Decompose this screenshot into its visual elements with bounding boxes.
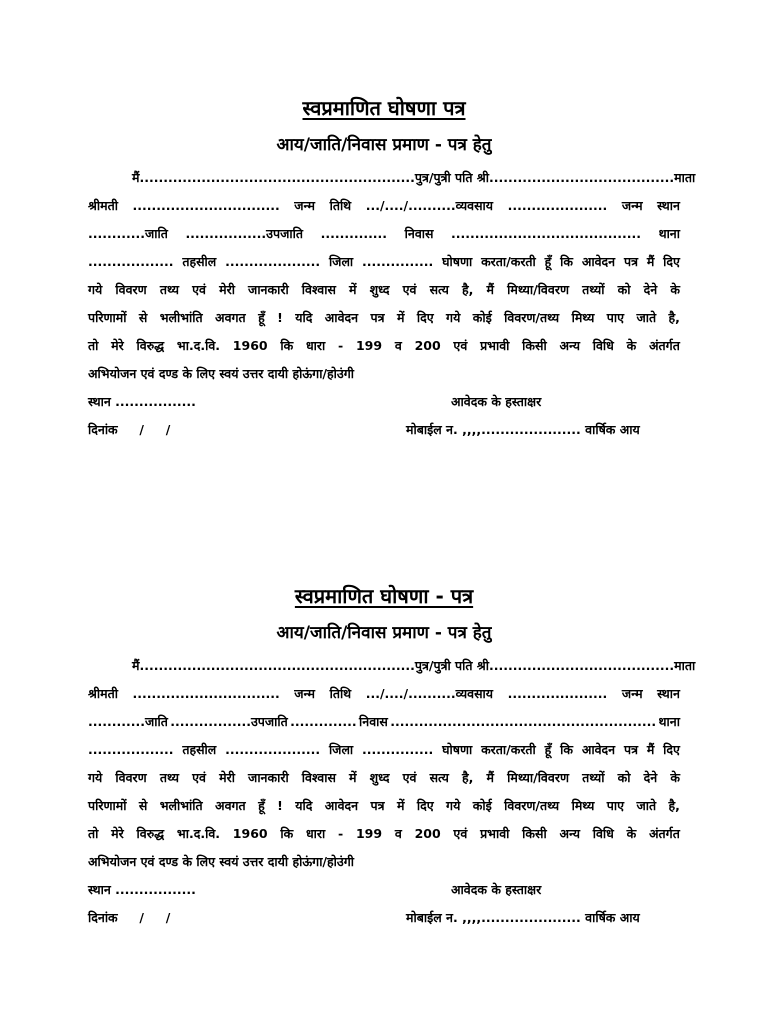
line-word: तथ्यों [582, 282, 605, 297]
line-word: अंतर्गत [648, 338, 680, 353]
line-word: कि [280, 826, 294, 841]
line-word: को [617, 282, 631, 297]
line-word: जाते [636, 310, 657, 325]
line-word: घोषणा [442, 742, 473, 757]
line-word: तिथि [329, 686, 352, 701]
line-word: कि [560, 254, 573, 269]
line-word: श्रीमती [88, 686, 118, 701]
date-label: दिनांक / / [88, 422, 171, 437]
line-word: हूँ [258, 310, 265, 325]
line-word: मिथ्य [571, 798, 595, 813]
line-word: अन्य [559, 826, 580, 841]
line-word: जाते [636, 798, 657, 813]
line-word: मैं [486, 770, 494, 785]
line-word: जानकारी [248, 770, 289, 785]
line-word: को [617, 770, 631, 785]
line-word: 200 [414, 826, 441, 841]
line-word: शुध्द [369, 282, 390, 297]
line-word: से [138, 798, 148, 813]
line-word: मिथ्या/विवरण [507, 770, 569, 785]
place-label: स्थान ................. [88, 882, 196, 897]
place-signature-row [88, 876, 680, 904]
line-word: हूँ [544, 254, 552, 269]
date-label: दिनांक / / [88, 910, 171, 925]
line-word: विश्वास [301, 282, 336, 297]
line-word: एवं [192, 282, 206, 297]
line-word: .............. [320, 226, 388, 241]
line-word: माता [674, 658, 696, 673]
line-word: कि [280, 338, 294, 353]
line-word: अंतर्गत [648, 826, 680, 841]
line-word: धारा [305, 338, 326, 353]
line-word: थाना [658, 226, 680, 241]
line-word: ............... [362, 742, 434, 757]
line-word: हूँ [544, 742, 552, 757]
line-word: दिए [663, 742, 680, 757]
signature-label: आवेदक के हस्ताक्षर [451, 394, 542, 409]
line-word: विश्वास [301, 770, 336, 785]
line-word: ....................................... [488, 658, 675, 673]
line-word: आवेदन [581, 254, 616, 269]
line-word: एवं [192, 770, 206, 785]
place-signature-row [88, 388, 680, 416]
signature-label: आवेदक के हस्ताक्षर [451, 882, 542, 897]
line-word: मिथ्या/विवरण [507, 282, 569, 297]
line-word: आवेदन [581, 742, 616, 757]
line-word: माता [674, 170, 696, 185]
line-word: .......................................................... [139, 170, 415, 185]
line-word: पत्र [623, 254, 638, 269]
line-word: .................... [225, 254, 321, 269]
line-word: दिए [416, 310, 434, 325]
line-word: ! [277, 798, 283, 813]
form-subtitle: आय/जाति/निवास प्रमाण - पत्र हेतु [276, 135, 492, 155]
line-word: ............... [362, 254, 434, 269]
line-word: निवास [359, 714, 388, 729]
line-word: मैं [132, 658, 140, 673]
line-word: 200 [414, 338, 441, 353]
line-word: तो [88, 338, 99, 353]
body-line-5 [88, 764, 680, 792]
body-line-7 [88, 332, 680, 360]
line-word: .../..../..........व्यवसाय [365, 686, 494, 701]
body-line-6 [88, 304, 680, 332]
line-word: आवेदन [324, 310, 359, 325]
line-word: विवरण [115, 770, 147, 785]
line-word: पाए [606, 310, 625, 325]
line-word: पत्र [370, 798, 385, 813]
line-word: तहसील [182, 254, 217, 269]
line-word: देने [643, 282, 658, 297]
body-line-4 [88, 248, 680, 276]
line-word: देने [643, 770, 658, 785]
line-word: गये [446, 310, 461, 325]
mobile-income-label: मोबाईल न. ,,,,..................... वार्षिक आय [406, 910, 640, 925]
line-word: सत्य [429, 282, 449, 297]
line-word: .......................................................... [139, 658, 415, 673]
line-word: .../..../..........व्यवसाय [365, 198, 494, 213]
line-word: जिला [328, 742, 354, 757]
line-word: है, [668, 798, 680, 813]
body-line-3 [88, 708, 680, 736]
body-line-1 [88, 652, 696, 680]
line-word: पत्र [370, 310, 385, 325]
line-word: निवास [404, 226, 434, 241]
declaration-form-2 [88, 580, 696, 932]
line-word: स्थान [657, 198, 680, 213]
body-line-5 [88, 276, 680, 304]
line-word: जन्म [621, 198, 643, 213]
line-word: मेरी [219, 770, 235, 785]
line-word: विधि [592, 826, 614, 841]
body-line-3 [88, 220, 680, 248]
line-word: विवरण/तथ्य [504, 798, 560, 813]
form-subtitle: आय/जाति/निवास प्रमाण - पत्र हेतु [276, 623, 492, 643]
line-word: कि [560, 742, 573, 757]
date-mobile-row [88, 904, 680, 932]
line-word: अवगत [215, 310, 246, 325]
line-word: तथ्य [159, 282, 180, 297]
line-word: विरुद्ध [136, 826, 165, 841]
line-word: 1960 [232, 338, 268, 353]
line-word: पुत्र/पुत्री पति श्री [414, 658, 489, 673]
line-word: एवं [453, 826, 468, 841]
line-word: व [394, 338, 402, 353]
line-word: पुत्र/पुत्री पति श्री [414, 170, 489, 185]
line-word: तिथि [329, 198, 352, 213]
date-mobile-row [88, 416, 680, 444]
line-word: 199 [355, 826, 383, 841]
body-line-8: अभियोजन एवं दण्ड के लिए स्वयं उत्तर दायी होऊंगा/होउंगी [88, 854, 354, 869]
line-word: ............................... [132, 198, 280, 213]
mobile-income-label: मोबाईल न. ,,,,..................... वार्षिक आय [406, 422, 640, 437]
line-word: अवगत [215, 798, 246, 813]
line-word: घोषणा [442, 254, 473, 269]
line-word: तहसील [182, 742, 217, 757]
line-word: जन्म [294, 686, 316, 701]
line-word: ! [277, 310, 283, 325]
line-word: मैं [646, 742, 655, 757]
line-word: .................. [88, 742, 174, 757]
line-word: पत्र [623, 742, 638, 757]
line-word: जन्म [294, 198, 316, 213]
line-word: के [670, 770, 680, 785]
line-word: से [138, 310, 148, 325]
line-word: एवं [402, 282, 417, 297]
line-word: परिणामों [88, 310, 127, 325]
line-word: भा.द.वि. [176, 338, 221, 353]
line-word: 199 [355, 338, 383, 353]
line-word: मैं [486, 282, 494, 297]
line-word: शुध्द [369, 770, 390, 785]
line-word: .................उपजाति [185, 226, 303, 241]
line-word: प्रभावी [480, 338, 510, 353]
body-line-8: अभियोजन एवं दण्ड के लिए स्वयं उत्तर दायी होऊंगा/होउंगी [88, 366, 354, 381]
line-word: विरुद्ध [136, 338, 165, 353]
line-word: ........................................ [451, 226, 641, 241]
line-word: ..................... [507, 198, 608, 213]
line-word: - [338, 338, 344, 353]
line-word: मेरे [111, 338, 124, 353]
line-word: सत्य [429, 770, 449, 785]
line-word: गये [88, 770, 103, 785]
line-word: करता/करती [481, 254, 536, 269]
line-word: भलीभांति [159, 310, 203, 325]
line-word: - [338, 826, 344, 841]
line-word: है, [462, 770, 474, 785]
line-word: मेरे [111, 826, 124, 841]
body-line-4 [88, 736, 680, 764]
body-line-2 [88, 192, 680, 220]
line-word: जन्म [621, 686, 643, 701]
declaration-form-1 [88, 92, 696, 444]
line-word: विधि [592, 338, 614, 353]
line-word: भा.द.वि. [176, 826, 221, 841]
line-word: है, [668, 310, 680, 325]
line-word: व [394, 826, 402, 841]
line-word: ........................................................ [390, 714, 657, 729]
line-word: मैं [132, 170, 140, 185]
line-word: यदि [295, 798, 313, 813]
form-title: स्वप्रमाणित घोषणा - पत्र [294, 584, 474, 608]
line-word: के [626, 826, 637, 841]
line-word: हूँ [258, 798, 265, 813]
line-word: के [670, 282, 680, 297]
line-word: में [349, 282, 357, 297]
line-word: श्रीमती [88, 198, 118, 213]
line-word: पाए [606, 798, 625, 813]
line-word: प्रभावी [480, 826, 510, 841]
line-word: एवं [453, 338, 468, 353]
body-line-2 [88, 680, 680, 708]
line-word: कोई [472, 310, 492, 325]
body-line-7 [88, 820, 680, 848]
line-word: किसी [522, 826, 547, 841]
line-word: ............जाति [88, 714, 168, 729]
line-word: एवं [402, 770, 417, 785]
line-word: में [396, 310, 405, 325]
line-word: तथ्य [159, 770, 180, 785]
line-word: ............................... [132, 686, 280, 701]
line-word: आवेदन [324, 798, 359, 813]
line-word: .................... [225, 742, 321, 757]
line-word: धारा [305, 826, 326, 841]
line-word: ............जाति [88, 226, 168, 241]
line-word: 1960 [232, 826, 268, 841]
line-word: मेरी [219, 282, 235, 297]
line-word: मैं [646, 254, 655, 269]
line-word: ....................................... [488, 170, 675, 185]
body-line-6 [88, 792, 680, 820]
line-word: दिए [416, 798, 434, 813]
line-word: अन्य [559, 338, 580, 353]
line-word: दिए [663, 254, 680, 269]
line-word: करता/करती [481, 742, 536, 757]
line-word: जिला [328, 254, 354, 269]
line-word: है, [462, 282, 474, 297]
line-word: .............. [290, 714, 357, 729]
line-word: विवरण/तथ्य [504, 310, 560, 325]
line-word: किसी [522, 338, 547, 353]
line-word: तो [88, 826, 99, 841]
line-word: भलीभांति [159, 798, 203, 813]
line-word: तथ्यों [582, 770, 605, 785]
line-word: .................. [88, 254, 174, 269]
line-word: स्थान [657, 686, 680, 701]
body-line-1 [88, 164, 696, 192]
line-word: गये [88, 282, 103, 297]
line-word: कोई [472, 798, 492, 813]
line-word: थाना [658, 714, 680, 729]
place-label: स्थान ................. [88, 394, 196, 409]
line-word: ..................... [507, 686, 608, 701]
line-word: मिथ्य [571, 310, 595, 325]
line-word: .................उपजाति [170, 714, 288, 729]
line-word: परिणामों [88, 798, 127, 813]
line-word: में [349, 770, 357, 785]
line-word: विवरण [115, 282, 147, 297]
form-title: स्वप्रमाणित घोषणा पत्र [302, 96, 466, 120]
line-word: के [626, 338, 637, 353]
line-word: गये [446, 798, 461, 813]
line-word: जानकारी [248, 282, 289, 297]
line-word: यदि [295, 310, 313, 325]
line-word: में [396, 798, 405, 813]
